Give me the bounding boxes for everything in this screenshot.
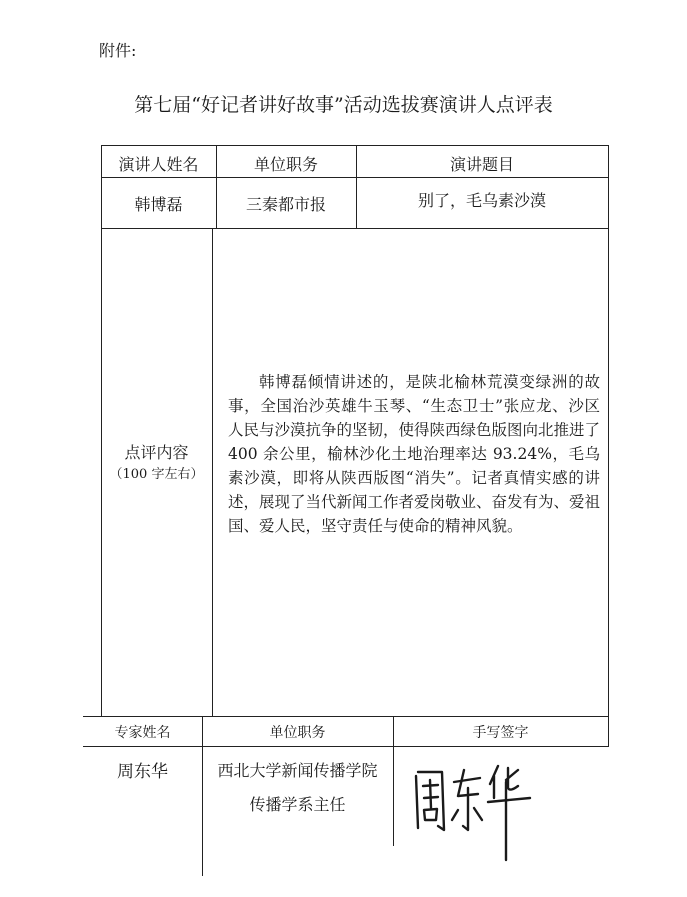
expert-unit-header: 单位职务 [269,725,326,741]
table-rule-header [101,177,609,178]
table-rule-expert-header [83,746,609,747]
handwritten-signature [408,758,558,868]
unit-header: 单位职务 [253,155,318,174]
form-title: 第七届“好记者讲好故事”活动选拔赛演讲人点评表 [134,94,553,116]
table-rule-right [608,145,609,746]
speaker-name: 韩博磊 [134,195,183,214]
speaker-unit: 三秦都市报 [245,195,326,214]
table-rule-speaker [101,228,609,229]
comment-label: 点评内容 [124,443,189,462]
speech-topic: 别了，毛乌素沙漠 [417,191,546,210]
expert-name-header: 专家姓名 [114,725,171,741]
attachment-label: 附件: [99,41,137,60]
table-rule-left [101,145,102,716]
comment-paragraph: 韩博磊倾情讲述的，是陕北榆林荒漠变绿洲的故事，全国治沙英雄牛玉琴、“生态卫士”张应龙、沙区人民与沙漠抗争的坚韧，使得陕西绿色版图向北推进了 400 余公里，榆林沙化土地治理率达 93.24%，毛乌素沙漠，即将从陕西版图“消失”。记者真情实感的讲述，展现了当代新闻工作者爱岗敬业、奋发有为、爱祖国、爱人民，坚守责任与使命的精神风貌。 [228,373,601,535]
signature-header: 手写签字 [472,725,529,741]
comment-length-note: （100 字左右） [109,467,204,482]
topic-header: 演讲题目 [449,155,514,174]
table-rule-col1-comment [212,228,213,716]
expert-unit-line1: 西北大学新闻传播学院 [217,761,378,780]
table-rule-comment-bottom [83,716,609,717]
comment-text [228,370,600,538]
speaker-name-header: 演讲人姓名 [118,155,199,174]
expert-name: 周东华 [117,762,168,782]
table-rule-top [101,145,609,146]
expert-unit-line2: 传播学系主任 [249,795,346,814]
